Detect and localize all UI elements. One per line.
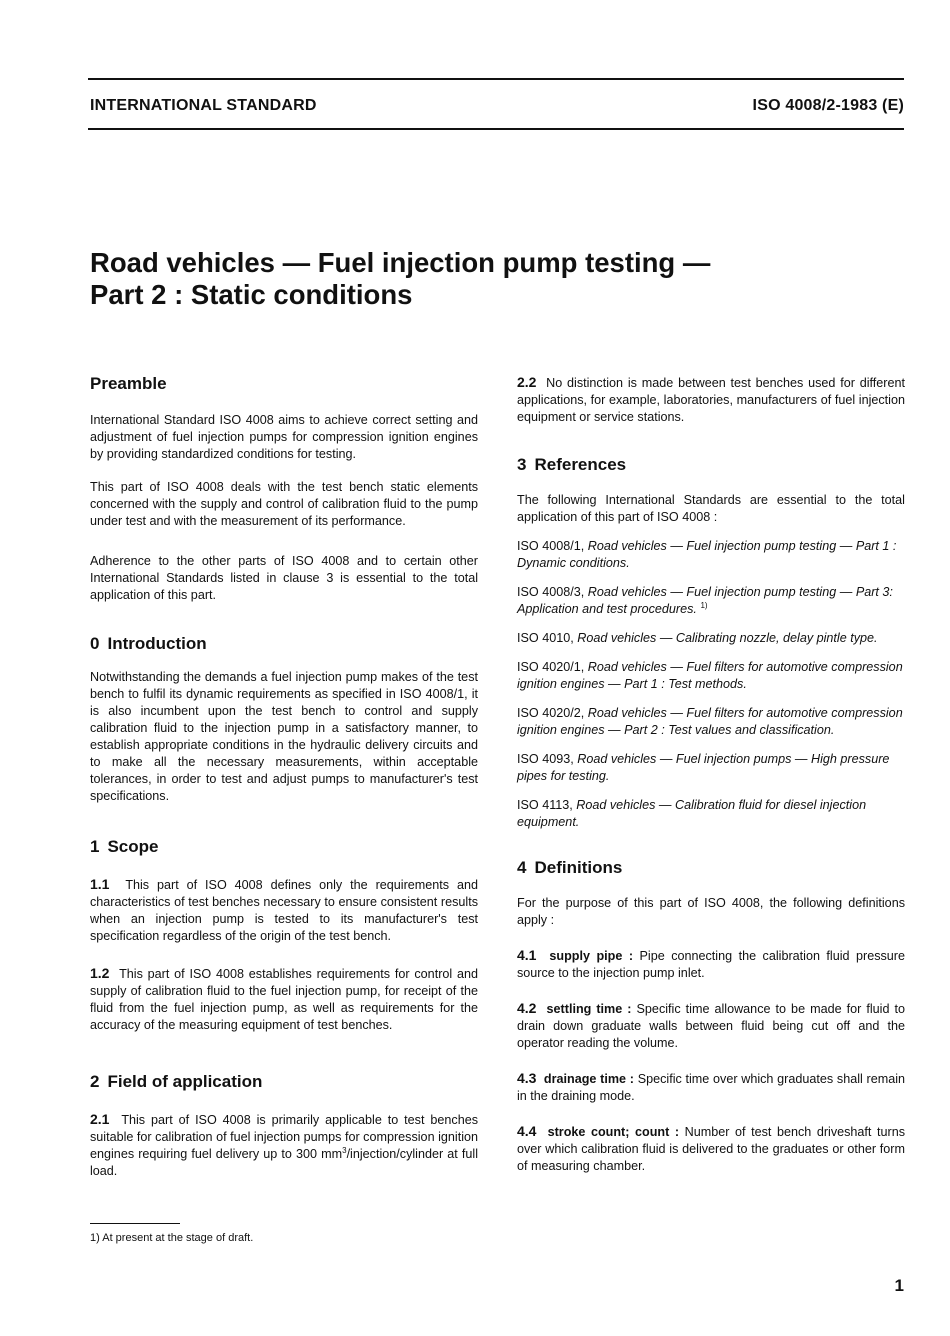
definition-text: Specific time over which graduates shall remain in the draining mode.: [517, 1072, 906, 1103]
footnote-rule: [90, 1223, 180, 1224]
clause-text: This part of ISO 4008 is primarily applicable to test benches suitable for calibration of fuel injection pumps for compression ignition engines requiring fuel delivery up to 300 mm: [90, 1113, 479, 1161]
reference-code: ISO 4008/3,: [517, 585, 585, 599]
reference-title: Road vehicles — Fuel filters for automotive compression ignition engines — Part 2 : Test values and classification.: [517, 706, 903, 737]
header-label: INTERNATIONAL STANDARD: [90, 97, 317, 114]
section-title: Introduction: [107, 634, 207, 653]
reference-item: [517, 538, 905, 572]
clause-number: 4.3: [517, 1070, 537, 1086]
clause-number: 4.1: [517, 947, 537, 963]
page-number: 1: [894, 1276, 904, 1295]
reference-title: Road vehicles — Calibrating nozzle, delay pintle type.: [577, 631, 878, 645]
definition-term: stroke count; count :: [547, 1125, 680, 1139]
clause-2-1: [90, 1111, 478, 1180]
references-list: [517, 538, 905, 831]
section-number: 4: [517, 858, 527, 877]
definition-term: settling time :: [546, 1002, 632, 1016]
reference-code: ISO 4008/1,: [517, 539, 585, 553]
section-title: Scope: [107, 837, 159, 856]
reference-code: ISO 4113,: [517, 798, 573, 812]
clause-number: 4.4: [517, 1123, 537, 1139]
definition-term: drainage time :: [543, 1072, 634, 1086]
references-heading: [517, 455, 905, 475]
reference-item: [517, 705, 905, 739]
left-column: [90, 374, 478, 1180]
footnote: 1) At present at the stage of draft.: [90, 1232, 254, 1244]
reference-title: Road vehicles — Fuel filters for automotive compression ignition engines — Part 1 : Test methods.: [517, 660, 903, 691]
reference-title: Road vehicles — Fuel injection pumps — High pressure pipes for testing.: [517, 752, 890, 783]
reference-item: [517, 797, 905, 831]
clause-text-tail: /injection/cylinder at full load.: [90, 1147, 478, 1178]
preamble-paragraph-1: International Standard ISO 4008 aims to achieve correct setting and adjustment of fuel injection pumps for compression ignition engines by providing standardized conditions for testing.: [90, 413, 478, 461]
reference-title: Road vehicles — Calibration fluid for diesel injection equipment.: [517, 798, 867, 829]
reference-title: Road vehicles — Fuel injection pump testing — Part 1 : Dynamic conditions.: [517, 539, 897, 570]
clause-text: No distinction is made between test benches used for different applications, for example, laboratories, manufacturers of fuel injection equipment or service stations.: [517, 376, 905, 424]
definition-text: Pipe connecting the calibration fluid pressure source to the injection pump inlet.: [517, 949, 906, 980]
reference-code: ISO 4020/2,: [517, 706, 585, 720]
section-title: References: [534, 455, 627, 474]
references-intro: The following International Standards are essential to the total application of this part of ISO 4008 :: [517, 493, 905, 524]
clause-1-2: [90, 965, 478, 1034]
definitions-intro: For the purpose of this part of ISO 4008, the following definitions apply :: [517, 896, 905, 927]
section-title: Definitions: [534, 858, 623, 877]
reference-item: [517, 751, 905, 785]
preamble-paragraph-2: This part of ISO 4008 deals with the test bench static elements concerned with the supply and control of calibration fluid to the pump under test and with the measurement of its performance.: [90, 480, 478, 528]
reference-code: ISO 4010,: [517, 631, 574, 645]
section-number: 3: [517, 455, 527, 474]
clause-number: 1.1: [90, 876, 110, 892]
section-number: 0: [90, 634, 100, 653]
header-bottom-rule: [88, 128, 904, 130]
definitions-heading: [517, 858, 905, 878]
definitions-list: [517, 947, 905, 1175]
clause-number: 4.2: [517, 1000, 537, 1016]
section-number: 2: [90, 1072, 100, 1091]
definition-text: Specific time allowance to be made for fluid to drain down graduate walls between fluid being cut off and the operator reading the volume.: [517, 1002, 906, 1050]
clause-number: 2.1: [90, 1111, 110, 1127]
clause-text: This part of ISO 4008 establishes requirements for control and supply of calibration fluid to the fuel injection pump, for receipt of the fluid from the fuel injection pump, as well as requirements for the accuracy of the measuring equipment of test benches.: [90, 967, 478, 1032]
title-line-2: Part 2 : Static conditions: [90, 279, 413, 310]
introduction-paragraph: Notwithstanding the demands a fuel injection pump makes of the test bench to fulfil its dynamic requirements as specified in ISO 4008/1, it is also incumbent upon the test bench to control and supply calibration fluid to the injection pump in a satisfactory manner, to establish appropriate conditions in the hydraulic delivery circuits and to make all the necessary measurements, within acceptable tolerances, in order to test and adjust pumps to manufacturer's test specifications.: [90, 670, 478, 803]
definition-item: [517, 1000, 905, 1052]
reference-item: [517, 659, 905, 693]
clause-1-1: [90, 876, 478, 945]
reference-item: [517, 584, 905, 618]
clause-number: 1.2: [90, 965, 110, 981]
preamble-paragraph-3: Adherence to the other parts of ISO 4008 and to certain other International Standards listed in clause 3 is essential to the total application of this part.: [90, 554, 478, 602]
definition-term: supply pipe :: [549, 949, 634, 963]
definition-item: [517, 1123, 905, 1175]
definition-item: [517, 1070, 905, 1105]
reference-code: ISO 4020/1,: [517, 660, 585, 674]
definition-item: [517, 947, 905, 982]
footnote-marker: 1): [700, 600, 708, 610]
reference-code: ISO 4093,: [517, 752, 574, 766]
introduction-heading: [90, 634, 478, 654]
clause-text: This part of ISO 4008 defines only the requirements and characteristics of test benches necessary to ensure consistent results when an injection pump is tested to its manufacturer's test specification regardless of the origin of the test bench.: [90, 878, 478, 943]
right-column: [517, 374, 905, 1193]
definition-text: Number of test bench driveshaft turns over which calibration fluid is delivered to the graduates or other form of measuring chamber.: [517, 1125, 905, 1173]
preamble-heading: Preamble: [90, 374, 167, 393]
reference-item: [517, 630, 905, 647]
clause-number: 2.2: [517, 374, 537, 390]
reference-title: Road vehicles — Fuel injection pump testing — Part 3: Application and test procedures.: [517, 585, 893, 616]
scope-heading: [90, 837, 478, 857]
title-line-1: Road vehicles — Fuel injection pump testing —: [90, 247, 711, 278]
clause-2-2: [517, 374, 905, 426]
field-of-application-heading: [90, 1072, 478, 1092]
document-code: ISO 4008/2-1983 (E): [752, 97, 904, 114]
section-title: Field of application: [107, 1072, 263, 1091]
document-title: [90, 247, 710, 311]
header-top-rule: [88, 78, 904, 80]
section-number: 1: [90, 837, 100, 856]
superscript: 3: [342, 1145, 347, 1155]
